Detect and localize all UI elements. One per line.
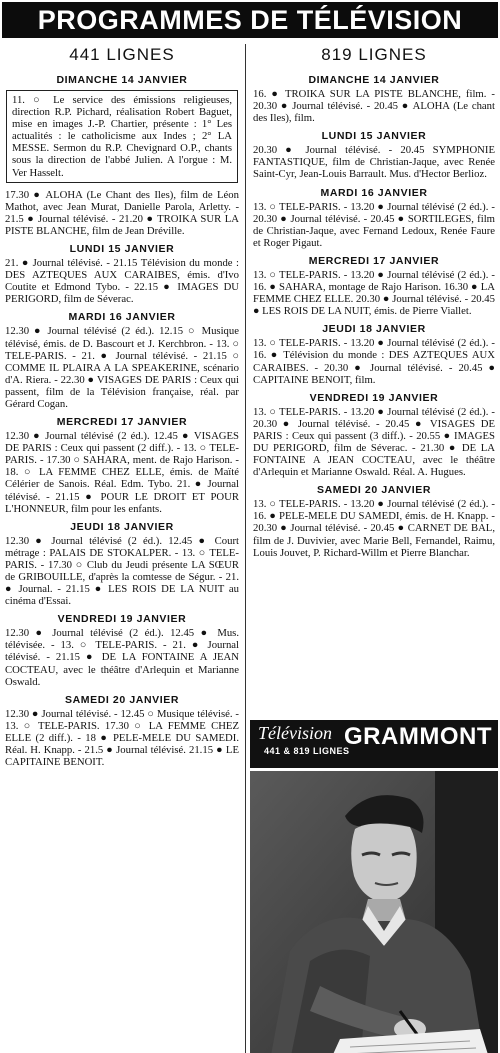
program-listing: 12.30 ● Journal télévisé (2 éd.). 12.15 ○ Musique télévisé, émis. de D. Bascourt et J. Kerchbron. - 13. ○ TELE-PARIS. - 21. ● Journal télévisé. - 21.15 ○ COMME IL PLAIRA A LA SPEAKERINE, scénario d'A. Riera. - 22.30 ● VISAGES DE PARIS : Ceux qui passent, film de la Télévision française, réal. par Gérard Cogan. xyxy=(5,325,239,410)
day-heading: MERCREDI 17 JANVIER xyxy=(56,416,188,429)
day-heading: MERCREDI 17 JANVIER xyxy=(308,254,440,267)
program-listing: 20.30 ● Journal télévisé. - 20.45 SYMPHONIE FANTASTIQUE, film de Christian-Jaque, avec Renée Saint-Cyr, Jean-Louis Barrault. Mus. d'Hector Berlioz. xyxy=(253,144,495,181)
program-listing: 12.30 ● Journal télévisé (2 éd.). 12.45 ● Mus. télévisée. - 13. ○ TELE-PARIS. - 21. ● Journal télévisé. - 21.15 ● DE LA FONTAINE A JEAN COCTEAU, avec le théâtre d'Arlequin et Marianne Oswald. xyxy=(5,627,239,688)
program-listing: 13. ○ TELE-PARIS. - 13.20 ● Journal télévisé (2 éd.). - 16. ● Télévision du monde : DES AZTEQUES AUX CARAIBES. - 20.30 ● Journal télévisé. - 20.45 ● CAPITAINE BENOIT, film. xyxy=(253,337,495,386)
advert-brand: Télévision xyxy=(258,723,332,743)
column-441-lines xyxy=(2,44,242,1053)
day-heading: JEUDI 18 JANVIER xyxy=(322,323,426,336)
program-listing: 12.30 ● Journal télévisé (2 éd.). 12.45 ● Court métrage : PALAIS DE STOKALPER. - 13. ○ TELE-PARIS. - 17.30 ○ Club du Jeudi présente LA SŒUR de GRIBOUILLE, d'après la comtesse de Ségur. - 21. ● Journal. - 21.15 ● LES ROIS DE LA NUIT au cinéma d'Essai. xyxy=(5,534,239,608)
program-listing: 13. ○ TELE-PARIS. - 13.20 ● Journal télévisé (2 éd.). - 20.30 ● Journal télévisé. - 20.45 ● SORTILEGES, film de Christian-Jaque, avec Fernand Ledoux, Renée Faure et Roger Pigaut. xyxy=(253,200,495,249)
day-heading: DIMANCHE 14 JANVIER xyxy=(308,74,440,86)
day-heading: SAMEDI 20 JANVIER xyxy=(64,693,180,706)
program-listing: 17.30 ● ALOHA (Le Chant des Iles), film de Léon Mathot, avec Jean Murat, Danielle Parola, Arletty. - 21.5 ● Journal télévisé. - 21.20 ● TROIKA SUR LA PISTE BLANCHE, film de Jean Dréville. xyxy=(5,188,239,237)
day-heading: MARDI 16 JANVIER xyxy=(320,186,428,199)
program-listing: 13. ○ TELE-PARIS. - 13.20 ● Journal télévisé (2 éd.). - 16. ● PELE-MELE DU SAMEDI, émis. de H. Knapp. - 20.30 ● Journal télévisé. - 20.45 ● CARNET DE BAL, film de J. Duvivier, avec Marie Bell, Fernandel, Raimu, Louis Jouvet, P. Richard-Willm et Pierre Blanchar. xyxy=(253,498,495,559)
grammont-advert-banner xyxy=(250,720,498,768)
program-listing: 13. ○ TELE-PARIS. - 13.20 ● Journal télévisé (2 éd.). - 16. ● SAHARA, montage de Rajo Harison. 16.30 ● LA FEMME CHEZ ELLE. 20.30 ● Journal télévisé. - 20.45 ● LES ROIS DE LA NUIT, émis. de Pierre Viallet. xyxy=(253,268,495,318)
man-writing-illustration xyxy=(250,771,498,1053)
advert-name: GRAMMONT xyxy=(344,723,492,750)
program-listing: 12.30 ● Journal télévisé (2 éd.). 12.45 ● VISAGES DE PARIS : Ceux qui passent (2 diff.). - 13. ○ TELE-PARIS. - 17.30 ○ SAHARA, ment. de Rajo Harison. - 18. ○ LA FEMME CHEZ ELLE, émis. de Maïté Célérier de Sanois. Réal. Edm. Tybo. 21. ● Journal télévisé. - 21.15 ● POUR LE DROIT ET POUR L'HONNEUR, film pour les enfants. xyxy=(5,430,239,515)
day-heading: MARDI 16 JANVIER xyxy=(68,311,176,324)
column-819-lines xyxy=(250,44,498,1053)
day-heading: LUNDI 15 JANVIER xyxy=(69,243,175,256)
day-heading: JEUDI 18 JANVIER xyxy=(70,520,174,533)
column-heading-819: 819 LIGNES xyxy=(321,45,427,64)
page-title: PROGRAMMES DE TÉLÉVISION xyxy=(2,2,498,38)
column-heading-441: 441 LIGNES xyxy=(69,45,175,64)
day-heading: LUNDI 15 JANVIER xyxy=(321,130,427,143)
advert-photograph xyxy=(250,771,498,1053)
day-heading: SAMEDI 20 JANVIER xyxy=(316,484,432,497)
program-listing: 12.30 ● Journal télévisé. - 12.45 ○ Musique télévisé. - 13. ○ TELE-PARIS. 17.30 ○ LA FEMME CHEZ ELLE (2 diff.). - 18 ● PELE-MELE DU SAMEDI. Réal. H. Knapp. - 21.5 ● Journal télévisé. 21.15 ● LE CAPITAINE BENOIT. xyxy=(5,707,239,769)
program-listing: 13. ○ TELE-PARIS. - 13.20 ● Journal télévisé (2 éd.). - 20.30 ● Journal télévisé. - 20.45 ● VISAGES DE PARIS : Ceux qui passent (3 diff.). - 20.55 ● IMAGES DU PERIGORD, film de Séverac. - 21.30 ● DE LA FONTAINE A JEAN COCTEAU, avec le théâtre d'Arlequin et Marianne Oswald. Réal. A. Hugues. xyxy=(253,405,495,479)
day-heading: VENDREDI 19 JANVIER xyxy=(309,391,439,404)
mass-program-box: 11. ○ Le service des émissions religieuses, direction R.P. Pichard, réalisation Robert Baguet, mise en images J.-P. Chartier, présente : 1° Les actualités : le catholicisme aux Indes ; 2° LA MESSE. Sermon du R.P. Chevignard O.P., chants sous la direction de l'abbé Julien. A l'orgue : M. Ver Hasselt. xyxy=(6,90,238,183)
program-listing: 16. ● TROIKA SUR LA PISTE BLANCHE, film. - 20.30 ● Journal télévisé. - 20.45 ● ALOHA (Le chant des Iles), film. xyxy=(253,88,495,125)
program-listing: 21. ● Journal télévisé. - 21.15 Télévision du monde : DES AZTEQUES AUX CARAIBES, émis. d'Ivo Coutite et Edmond Tybo. - 22.15 ● IMAGES DU PERIGORD, film de Séverac. xyxy=(5,257,239,306)
column-divider xyxy=(245,44,246,1053)
day-heading: DIMANCHE 14 JANVIER xyxy=(56,74,188,86)
day-heading: VENDREDI 19 JANVIER xyxy=(57,613,187,626)
advert-subtitle: 441 & 819 LIGNES xyxy=(264,746,350,756)
